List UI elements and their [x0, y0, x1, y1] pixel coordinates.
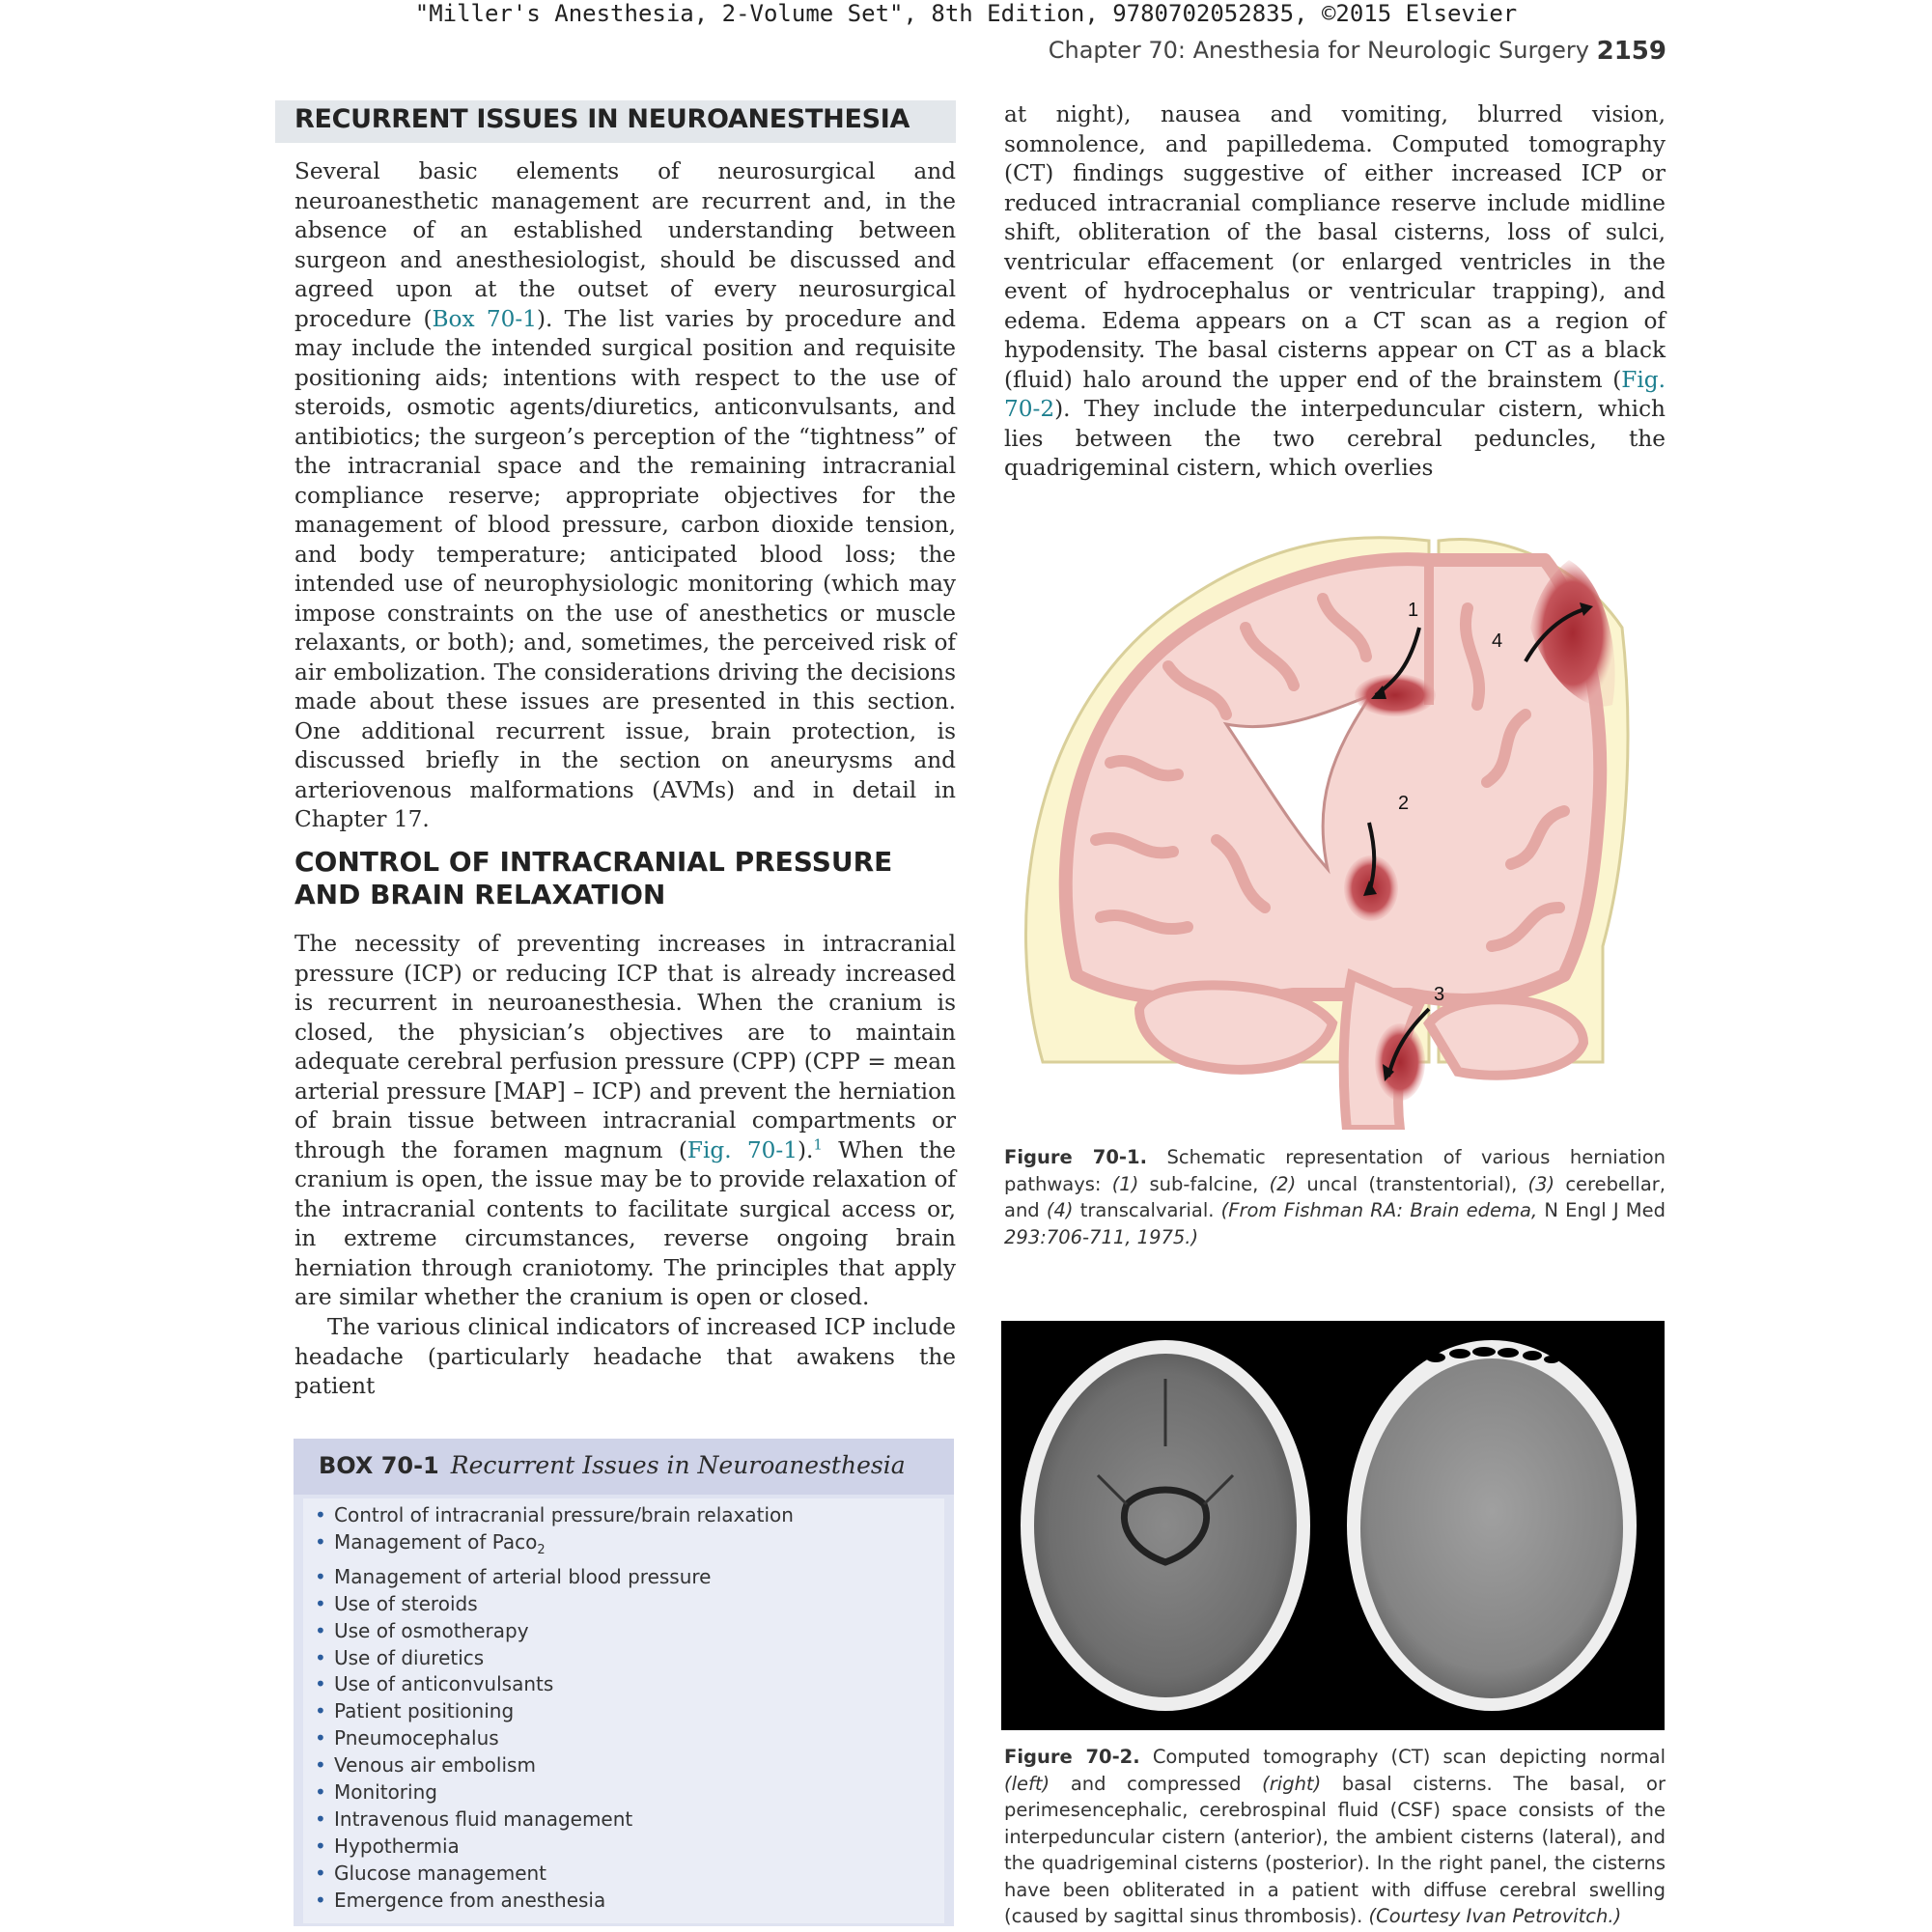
- list-item: • Intravenous fluid management: [315, 1806, 794, 1834]
- ct-findings-paragraph: [1004, 100, 1666, 484]
- subsection-heading: [294, 846, 961, 911]
- box-list: [315, 1502, 794, 1915]
- bullet-icon: •: [315, 1645, 326, 1669]
- bullet-icon: •: [315, 1672, 326, 1696]
- bullet-icon: •: [315, 1834, 326, 1858]
- bullet-icon: •: [315, 1699, 326, 1723]
- ct-scan-images: [1001, 1321, 1665, 1730]
- bullet-icon: •: [315, 1564, 326, 1588]
- list-item: • Patient positioning: [315, 1698, 794, 1725]
- bullet-icon: •: [315, 1726, 326, 1750]
- herniation-diagram: [1004, 521, 1666, 1130]
- box-title: [319, 1451, 906, 1479]
- list-item: • Hypothermia: [315, 1834, 794, 1861]
- list-item: • Management of Paco$_2$: [315, 1529, 546, 1557]
- ct-text-b: ). They include the interpeduncular cistern, which lies between the two cerebral peduncles, the quadrigeminal cistern, which overlies: [1004, 396, 1666, 481]
- intro-paragraph: [294, 157, 956, 835]
- cerebellum-right: [1429, 999, 1583, 1075]
- intro-text-b: ). The list varies by procedure and may include the intended surgical position and requisite positioning aids; intentions with respect to the use of steroids, osmotic agents/diuretics, anticonvulsants, and antibiotics; the surgeon’s perception of the “tightness” of the intracranial space and the remaining intracranial compliance reserve; appropriate objectives for the management of blood pressure, carbon dioxide tension, and body temperature; anticipated blood loss; the intended use of neurophysiologic monitoring (which may impose constraints on the use of anesthetics or muscle relaxants, or both); and, sometimes, the perceived risk of air embolization. The considerations driving the decisions made about these issues are presented in this section. One additional recurrent issue, brain protection, is discussed briefly in the section on aneurysms and arteriovenous malformations (AVMs) and in detail in Chapter 17.: [294, 305, 956, 832]
- ct-scan-panel: [1001, 1321, 1665, 1730]
- box-title-text: Recurrent Issues in Neuroanesthesia: [450, 1451, 906, 1479]
- list-item: • Management of arterial blood pressure: [315, 1564, 794, 1591]
- bullet-icon: •: [315, 1618, 326, 1642]
- list-item: • Monitoring: [315, 1779, 794, 1806]
- list-item: • Control of intracranial pressure/brain relaxation: [315, 1502, 794, 1529]
- bullet-icon: •: [315, 1888, 326, 1912]
- label-2: 2: [1398, 793, 1410, 814]
- bullet-icon: •: [315, 1861, 326, 1885]
- ct-right-brain: [1360, 1358, 1623, 1698]
- figure-1-caption: Figure 70-1. Schematic representation of various herniation pathways: (1) sub-falcine, (2) uncal (transtentorial), (3) cerebellar, and (4) transcalvarial. (From Fishman RA: Brain edema, N Engl J Med 293:706-711, 1975.): [1004, 1146, 1666, 1248]
- running-head: [1049, 37, 1589, 64]
- fig-70-2-link[interactable]: Fig. 70-2: [1004, 366, 1666, 422]
- list-item: • Use of osmotherapy: [315, 1618, 794, 1645]
- figure-2-caption: Figure 70-2. Computed tomography (CT) scan depicting normal (left) and compressed (right) basal cisterns. The basal, or perimesencephalic, cerebrospinal fluid (CSF) space consists of the interpeduncular cistern (anterior), the ambient cisterns (lateral), and the quadrigeminal cisterns (posterior). In the right panel, the cisterns have been obliterated in a patient with diffuse cerebral swelling (caused by sagittal sinus thrombosis). (Courtesy Ivan Petrovitch.): [1004, 1746, 1666, 1927]
- subsection-heading-line2: AND BRAIN RELAXATION: [294, 879, 666, 910]
- list-item: • Pneumocephalus: [315, 1725, 794, 1752]
- intro-text-a: Several basic elements of neurosurgical and neuroanesthetic management are recurrent and, in the absence of an established understanding between surgeon and anesthesiologist, should be discussed and agreed upon at the outset of every neurosurgical procedure (: [294, 158, 956, 332]
- label-1: 1: [1408, 600, 1419, 621]
- list-item: • Use of anticonvulsants: [315, 1671, 794, 1698]
- page-number: 2159: [1596, 37, 1666, 66]
- list-item: • Emergence from anesthesia: [315, 1888, 794, 1915]
- label-4: 4: [1492, 630, 1503, 652]
- list-item: • Glucose management: [315, 1861, 794, 1888]
- bullet-icon: •: [315, 1503, 326, 1526]
- icp-text-a: The necessity of preventing increases in intracranial pressure (ICP) or reducing ICP that is already increased is recurrent in neuroanesthesia. When the cranium is closed, the physician’s objectives are to maintain adequate cerebral perfusion pressure (CPP) (CPP = mean arterial pressure [MAP] – ICP) and prevent the herniation of brain tissue between intracranial compartments or through the foramen magnum (: [294, 931, 956, 1163]
- bullet-icon: •: [315, 1591, 326, 1615]
- reference-1-link[interactable]: 1: [813, 1134, 823, 1153]
- box-label: BOX 70-1: [319, 1452, 439, 1479]
- figure-1-label: Figure 70-1.: [1004, 1146, 1147, 1168]
- icp-paragraph: [294, 930, 956, 1313]
- icp-text-c: When the cranium is open, the issue may be to provide relaxation of the intracranial contents to facilitate surgical access or, in extreme circumstances, reverse ongoing brain herniation through craniotomy. The principles that apply are similar whether the cranium is open or closed.: [294, 1136, 956, 1310]
- herniation-cerebellar: [1375, 1023, 1425, 1101]
- subsection-heading-line1: CONTROL OF INTRACRANIAL PRESSURE: [294, 846, 893, 878]
- label-3: 3: [1434, 984, 1445, 1005]
- bullet-icon: •: [315, 1753, 326, 1778]
- fig-70-1-link[interactable]: Fig. 70-1: [686, 1136, 798, 1163]
- list-item: • Use of diuretics: [315, 1645, 794, 1672]
- section-heading: RECURRENT ISSUES IN NEUROANESTHESIA: [294, 104, 910, 134]
- indicators-paragraph: The various clinical indicators of increased ICP include headache (particularly headache that awakens the patient: [294, 1314, 956, 1399]
- ct-text-a: at night), nausea and vomiting, blurred vision, somnolence, and papilledema. Computed tomography (CT) findings suggestive of either increased ICP or reduced intracranial compliance reserve include midline shift, obliteration of the basal cisterns, loss of sulci, ventricular effacement (or enlarged ventricles in the event of hydrocephalus or ventricular trapping), and edema. Edema appears on a CT scan as a region of hypodensity. The basal cisterns appear on CT as a black (fluid) halo around the upper end of the brainstem (: [1004, 101, 1666, 393]
- bullet-icon: •: [315, 1806, 326, 1831]
- chapter-title: Chapter 70: Anesthesia for Neurologic Surgery: [1048, 37, 1589, 64]
- box-70-1-link[interactable]: Box 70-1: [432, 305, 537, 332]
- bullet-icon: •: [315, 1780, 326, 1805]
- cerebellum: [1139, 985, 1332, 1069]
- list-item: • Venous air embolism: [315, 1752, 794, 1779]
- source-watermark: "Miller's Anesthesia, 2-Volume Set", 8th Edition, 9780702052835, ©2015 Elsevier: [414, 0, 1518, 27]
- figure-2-label: Figure 70-2.: [1004, 1746, 1140, 1768]
- icp-text-b: ).: [798, 1136, 814, 1163]
- bullet-icon: •: [315, 1529, 326, 1554]
- list-item: • Use of steroids: [315, 1591, 794, 1618]
